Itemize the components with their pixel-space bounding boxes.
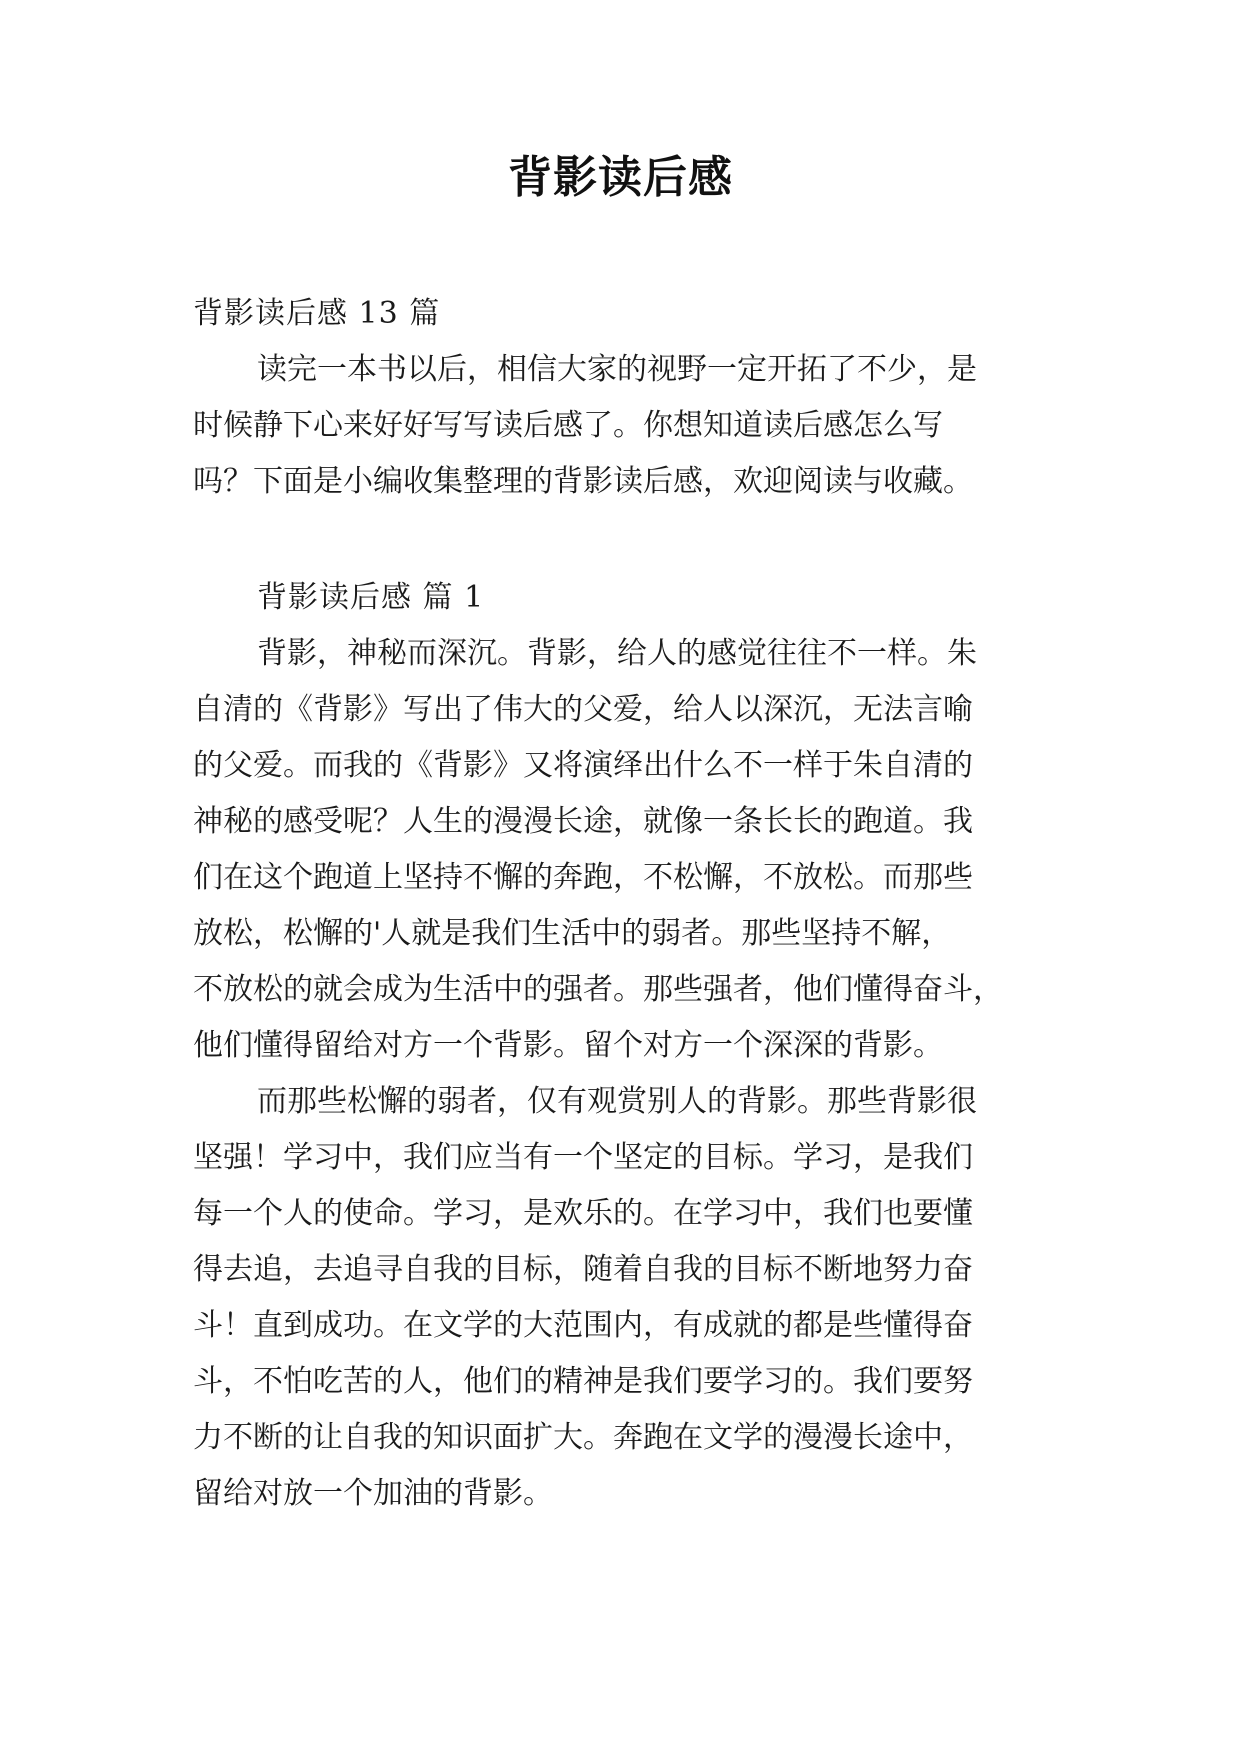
paragraph-line: 的父爱。而我的《背影》又将演绎出什么不一样于朱自清的 [193, 748, 973, 783]
document-subtitle: 背影读后感 13 篇 [193, 296, 441, 331]
body-paragraph-2 [193, 1074, 1065, 1522]
intro-line: 吗？下面是小编收集整理的背影读后感，欢迎阅读与收藏。 [193, 464, 973, 499]
body-paragraph-1 [193, 626, 1065, 1074]
paragraph-line: 们在这个跑道上坚持不懈的奔跑，不松懈，不放松。而那些 [193, 860, 973, 895]
paragraph-line: 不放松的就会成为生活中的强者。那些强者，他们懂得奋斗， [193, 972, 1003, 1007]
paragraph-line: 斗，不怕吃苦的人，他们的精神是我们要学习的。我们要努 [193, 1364, 973, 1399]
paragraph-line: 留给对放一个加油的背影。 [193, 1476, 553, 1511]
intro-paragraph [193, 342, 1065, 510]
paragraph-line: 坚强！学习中，我们应当有一个坚定的目标。学习，是我们 [193, 1140, 973, 1175]
paragraph-line: 而那些松懈的弱者，仅有观赏别人的背影。那些背影很 [257, 1084, 977, 1119]
paragraph-line: 自清的《背影》写出了伟大的父爱，给人以深沉，无法言喻 [193, 692, 973, 727]
section-heading: 背影读后感 篇 1 [257, 580, 485, 615]
paragraph-line: 神秘的感受呢？人生的漫漫长途，就像一条长长的跑道。我 [193, 804, 973, 839]
intro-line: 读完一本书以后，相信大家的视野一定开拓了不少，是 [257, 352, 977, 387]
paragraph-line: 得去追，去追寻自我的目标，随着自我的目标不断地努力奋 [193, 1252, 973, 1287]
paragraph-line: 力不断的让自我的知识面扩大。奔跑在文学的漫漫长途中， [193, 1420, 973, 1455]
page-title: 背影读后感 [508, 152, 733, 203]
paragraph-line: 背影，神秘而深沉。背影，给人的感觉往往不一样。朱 [257, 636, 977, 671]
paragraph-line: 他们懂得留给对方一个背影。留个对方一个深深的背影。 [193, 1028, 943, 1063]
intro-line: 时候静下心来好好写写读后感了。你想知道读后感怎么写 [193, 408, 943, 443]
document-body [193, 286, 1065, 1522]
section-spacer [193, 510, 1065, 570]
paragraph-line: 每一个人的使命。学习，是欢乐的。在学习中，我们也要懂 [193, 1196, 973, 1231]
paragraph-line: 放松，松懈的'人就是我们生活中的弱者。那些坚持不解， [193, 916, 952, 951]
paragraph-line: 斗！直到成功。在文学的大范围内，有成就的都是些懂得奋 [193, 1308, 973, 1343]
